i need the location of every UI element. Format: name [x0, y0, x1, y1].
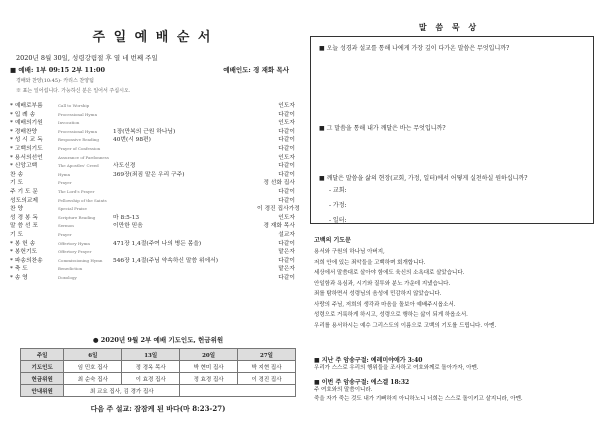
order-item-label: 찬 양 — [10, 206, 24, 213]
committee-box — [20, 335, 296, 414]
order-item-leader: 다같이 — [278, 257, 295, 264]
order-item-detail: 사도신경 — [113, 163, 136, 170]
order-item-label: * 예배로부름 — [10, 103, 43, 109]
order-item — [10, 222, 295, 231]
this-week-verse-text-1: 주 여호와의 말씀이니라. — [314, 387, 373, 393]
order-item-detail: 546장 1,4절(주님 약속하신 말씀 위에서) — [113, 257, 218, 264]
order-item-leader: 다같이 — [278, 145, 295, 152]
header-cell: 13일 — [122, 349, 180, 361]
service-title: 주 일 예 배 순 서 — [92, 30, 213, 45]
role-cell: 헌금위원 — [21, 373, 64, 385]
meditation-box — [310, 36, 594, 224]
order-of-service-panel — [10, 8, 300, 418]
next-sermon: 다음 주 설교: 잠잠케 된 바다(마 8:23-27) — [90, 404, 226, 413]
question-1: ■ 오늘 성경과 설교를 통해 나에게 가장 깊이 다가온 말씀은 무엇입니까? — [319, 45, 510, 52]
order-item-label: 주 기 도 문 — [10, 188, 38, 195]
order-item-leader: 다같이 — [278, 163, 295, 170]
order-item-label: * 고백의기도 — [10, 145, 43, 152]
order-item — [10, 205, 300, 214]
order-item-leader: 다같이 — [278, 188, 295, 195]
order-item-label: 기 도 — [10, 231, 24, 238]
service-time: ■ 예배: 1부 09:15 2부 11:00 — [10, 66, 105, 74]
order-item — [10, 274, 295, 283]
table-row — [21, 361, 296, 373]
order-item-label: * 성 시 교 독 — [10, 137, 43, 144]
prayer-title: 고백의 기도문 — [314, 237, 351, 244]
order-item — [10, 257, 295, 266]
order-item-english: Doxology — [58, 274, 77, 280]
order-item-detail — [113, 188, 257, 197]
order-item-leader: 인도자 — [278, 154, 295, 161]
table-cell: 박 현미 집사 — [180, 361, 238, 373]
order-item — [10, 154, 295, 163]
order-item-detail — [113, 179, 257, 188]
order-item-leader: 다같이 — [278, 128, 295, 135]
service-leader: 예배인도: 경 재화 목사 — [223, 66, 289, 74]
order-item-leader: 정 선화 집사 — [263, 180, 295, 187]
order-item-english: Prayer of Confession — [58, 145, 101, 151]
order-item-detail — [113, 119, 257, 128]
order-item — [10, 162, 295, 171]
order-item-label: * 용서의선언 — [10, 154, 43, 161]
order-item-detail: 471장 1,4절(주여 나의 병든 몸을) — [113, 240, 202, 247]
order-item-english: Hymn — [58, 171, 71, 177]
order-item-detail: 1장(만복의 근원 하나님) — [113, 128, 176, 135]
order-item-detail: 369장(죄짐 맡은 우리 구주) — [113, 171, 185, 178]
order-item-detail — [113, 205, 257, 214]
table-cell: 정 경옥 목사 — [122, 361, 180, 373]
practice-church: - 교회: — [329, 187, 347, 194]
last-week-verse-heading: ■ 지난 주 암송구절: 예레미야애가 3:40 — [314, 357, 423, 364]
order-item — [10, 265, 295, 274]
order-item-english: Commissioning Hymn — [58, 257, 103, 263]
order-item — [10, 240, 295, 249]
order-item-detail — [113, 145, 257, 154]
order-item-label: * 경배찬양 — [10, 128, 38, 135]
order-item-detail — [113, 111, 257, 120]
order-item-english: The Apostles' Creed — [58, 163, 99, 169]
committee-title: ● 2020년 9월 2부 예배 기도인도, 헌금위원 — [92, 336, 224, 344]
order-item-detail: 이만한 믿음 — [113, 223, 143, 230]
this-week-verse-text-2: 죽을 자가 죽는 것도 내가 기뻐하지 아니하노니 너희는 스스로 돌이키고 살지니라, 아멘. — [314, 396, 523, 402]
question-3: ■ 깨달은 말씀을 삶의 현장(교회, 가정, 일터)에서 어떻게 실천하실 원하십니까? — [319, 175, 528, 182]
order-item-label: 성 경 봉 독 — [10, 214, 38, 221]
table-cell: 정 효경 집사 — [180, 373, 238, 385]
order-item-english: Fellowship of the Saints — [58, 197, 107, 203]
order-item — [10, 214, 295, 223]
order-item — [10, 111, 295, 120]
worship-order-list — [10, 102, 300, 282]
order-item-english: Processional Hymn — [58, 128, 98, 134]
header-cell: 6일 — [64, 349, 122, 361]
committee-table — [20, 348, 296, 397]
header-cell: 주일 — [21, 349, 64, 361]
order-item-detail: 마 8:5-13 — [113, 214, 140, 221]
practice-home: - 가정: — [329, 202, 347, 209]
role-cell: 기도인도 — [21, 361, 64, 373]
meditation-panel — [310, 22, 592, 418]
order-item-detail — [113, 197, 257, 206]
order-item-leader: 다같이 — [278, 137, 295, 144]
prayer-line: 저희 안에 있는 죄악들을 고백하며 회개합니다. — [314, 259, 426, 266]
prayer-line: 용서와 구원의 하나님 아버지, — [314, 249, 385, 255]
order-item-english: Responsive Reading — [58, 137, 99, 143]
table-cell: 임 민호 집사 — [64, 361, 122, 373]
order-item-english: Call to Worship — [58, 103, 90, 108]
standing-note: ※ 표는 일어섭니다. 가능하신 분은 일어서 주십시오. — [16, 88, 131, 94]
order-item-leader: 맡은자 — [278, 266, 295, 273]
prayer-line: 사랑의 주님, 저희의 생각과 마음을 돌보아 예배주시옵소서. — [314, 301, 456, 308]
order-item-detail — [113, 265, 257, 274]
order-item-detail — [113, 102, 257, 111]
practice-work: - 일터: — [329, 217, 347, 224]
table-row — [21, 385, 296, 397]
prayer-line: 죄를 탐하면서 성령님의 음성에 민감하지 않았습니다. — [314, 291, 442, 297]
order-item-english: Prayer — [58, 180, 72, 186]
prayer-line: 안일함과 욕심과, 시기와 질투와 분노 가운데 지냈습니다. — [314, 280, 451, 287]
order-item — [10, 231, 295, 240]
order-item — [10, 197, 295, 206]
order-item-label: 성도의교제 — [10, 197, 38, 204]
order-item-leader: 이 경진 집사가정 — [257, 206, 300, 213]
order-item-english: Assurance of Pardonness — [58, 154, 109, 160]
prayer-line: 세상에서 말씀대로 살아야 함에도 육신의 소욕대로 살았습니다. — [314, 270, 465, 276]
table-cell: 최 교요 집사, 김 경가 집사 — [64, 385, 180, 397]
order-item-leader: 경 재화 목사 — [263, 223, 295, 230]
order-item-label: * 봉 헌 송 — [10, 240, 36, 247]
order-item-label: * 봉헌기도 — [10, 249, 38, 256]
order-item — [10, 119, 295, 128]
order-item-label: * 송 영 — [10, 274, 28, 281]
order-item-leader: 인도자 — [278, 120, 295, 127]
order-item-label: 말 씀 선 포 — [10, 223, 38, 230]
meditation-title: 말 씀 묵 상 — [418, 22, 480, 32]
this-week-verse-heading: ■ 이번 주 암송구절: 에스겔 18:32 — [314, 379, 410, 386]
order-item-label: * 입 례 송 — [10, 111, 36, 118]
order-item-label: * 신앙고백 — [10, 163, 38, 170]
order-item — [10, 248, 295, 257]
service-info-row — [10, 65, 295, 74]
order-item-english: Benediction — [58, 266, 83, 272]
order-item — [10, 102, 295, 111]
table-cell — [180, 385, 296, 397]
order-item-detail — [113, 154, 257, 163]
order-item-label: * 축 도 — [10, 266, 28, 273]
order-item-leader: 다같이 — [278, 171, 295, 178]
order-item-english: Prayer — [58, 231, 72, 237]
last-week-verse-text: 우리가 스스로 우리의 행위들을 조사하고 여호와께로 돌아가자, 아멘. — [314, 365, 479, 371]
role-cell: 안내위원 — [21, 385, 64, 397]
confession-prayer — [314, 235, 592, 331]
order-item-english: Invocation — [58, 120, 80, 126]
order-item-english: Sermon — [58, 223, 74, 229]
praise-note: 경배와 찬양(10:45)- 카리스 찬양팀 — [16, 78, 94, 84]
order-item — [10, 136, 295, 145]
order-item-leader: 설교자 — [278, 231, 295, 238]
order-item — [10, 145, 295, 154]
order-item — [10, 128, 295, 137]
order-item-english: The Lord's Prayer — [58, 188, 95, 194]
order-item-leader: 인도자 — [278, 214, 295, 221]
order-item-english: Offertory Hymn — [58, 240, 90, 246]
order-item-leader: 인도자 — [278, 103, 295, 109]
table-cell: 이 경진 집사 — [238, 373, 296, 385]
order-item — [10, 179, 295, 188]
order-item-leader: 맡은자 — [278, 249, 295, 256]
order-item — [10, 188, 295, 197]
table-cell: 최 순숙 집사 — [64, 373, 122, 385]
order-item-leader: 다같이 — [278, 274, 295, 281]
header-cell: 20일 — [180, 349, 238, 361]
order-item-label: 기 도 — [10, 180, 24, 187]
order-item-leader: 다같이 — [278, 197, 295, 204]
order-item-label: * 예배의기원 — [10, 120, 43, 127]
table-cell: 이 효경 집사 — [122, 373, 180, 385]
header-cell: 27일 — [238, 349, 296, 361]
table-cell: 박 지현 집사 — [238, 361, 296, 373]
order-item-detail — [113, 248, 257, 257]
order-item-label: * 파송의찬송 — [10, 257, 43, 264]
order-item-detail — [113, 274, 257, 283]
order-item-detail — [113, 231, 257, 240]
order-item-english: Special Praise — [58, 206, 87, 212]
committee-header-row — [21, 349, 296, 361]
order-item — [10, 171, 295, 180]
prayer-line: 성령으로 거룩하게 하시고, 성령으로 행하는 삶이 되게 하옵소서. — [314, 312, 468, 318]
order-item-leader: 다같이 — [278, 240, 295, 247]
service-date: 2020년 8월 30일, 성령강림절 후 열 네 번째 주일 — [16, 54, 158, 62]
order-item-english: Processional Hymn — [58, 111, 98, 117]
order-item-english: Offertory Prayer — [58, 249, 92, 255]
order-item-detail: 40번(시 98편) — [113, 137, 151, 144]
prayer-line: 우리를 용서하시는 예수 그리스도의 이름으로 고백의 기도를 드립니다. 아멘. — [314, 322, 497, 329]
memory-verses — [314, 355, 592, 404]
table-row — [21, 373, 296, 385]
question-2: ■ 그 말씀을 통해 내가 깨달은 바는 무엇입니까? — [319, 125, 446, 132]
order-item-english: Scripture Reading — [58, 214, 96, 220]
order-item-leader: 다같이 — [278, 111, 295, 118]
order-item-label: 찬 송 — [10, 171, 24, 178]
